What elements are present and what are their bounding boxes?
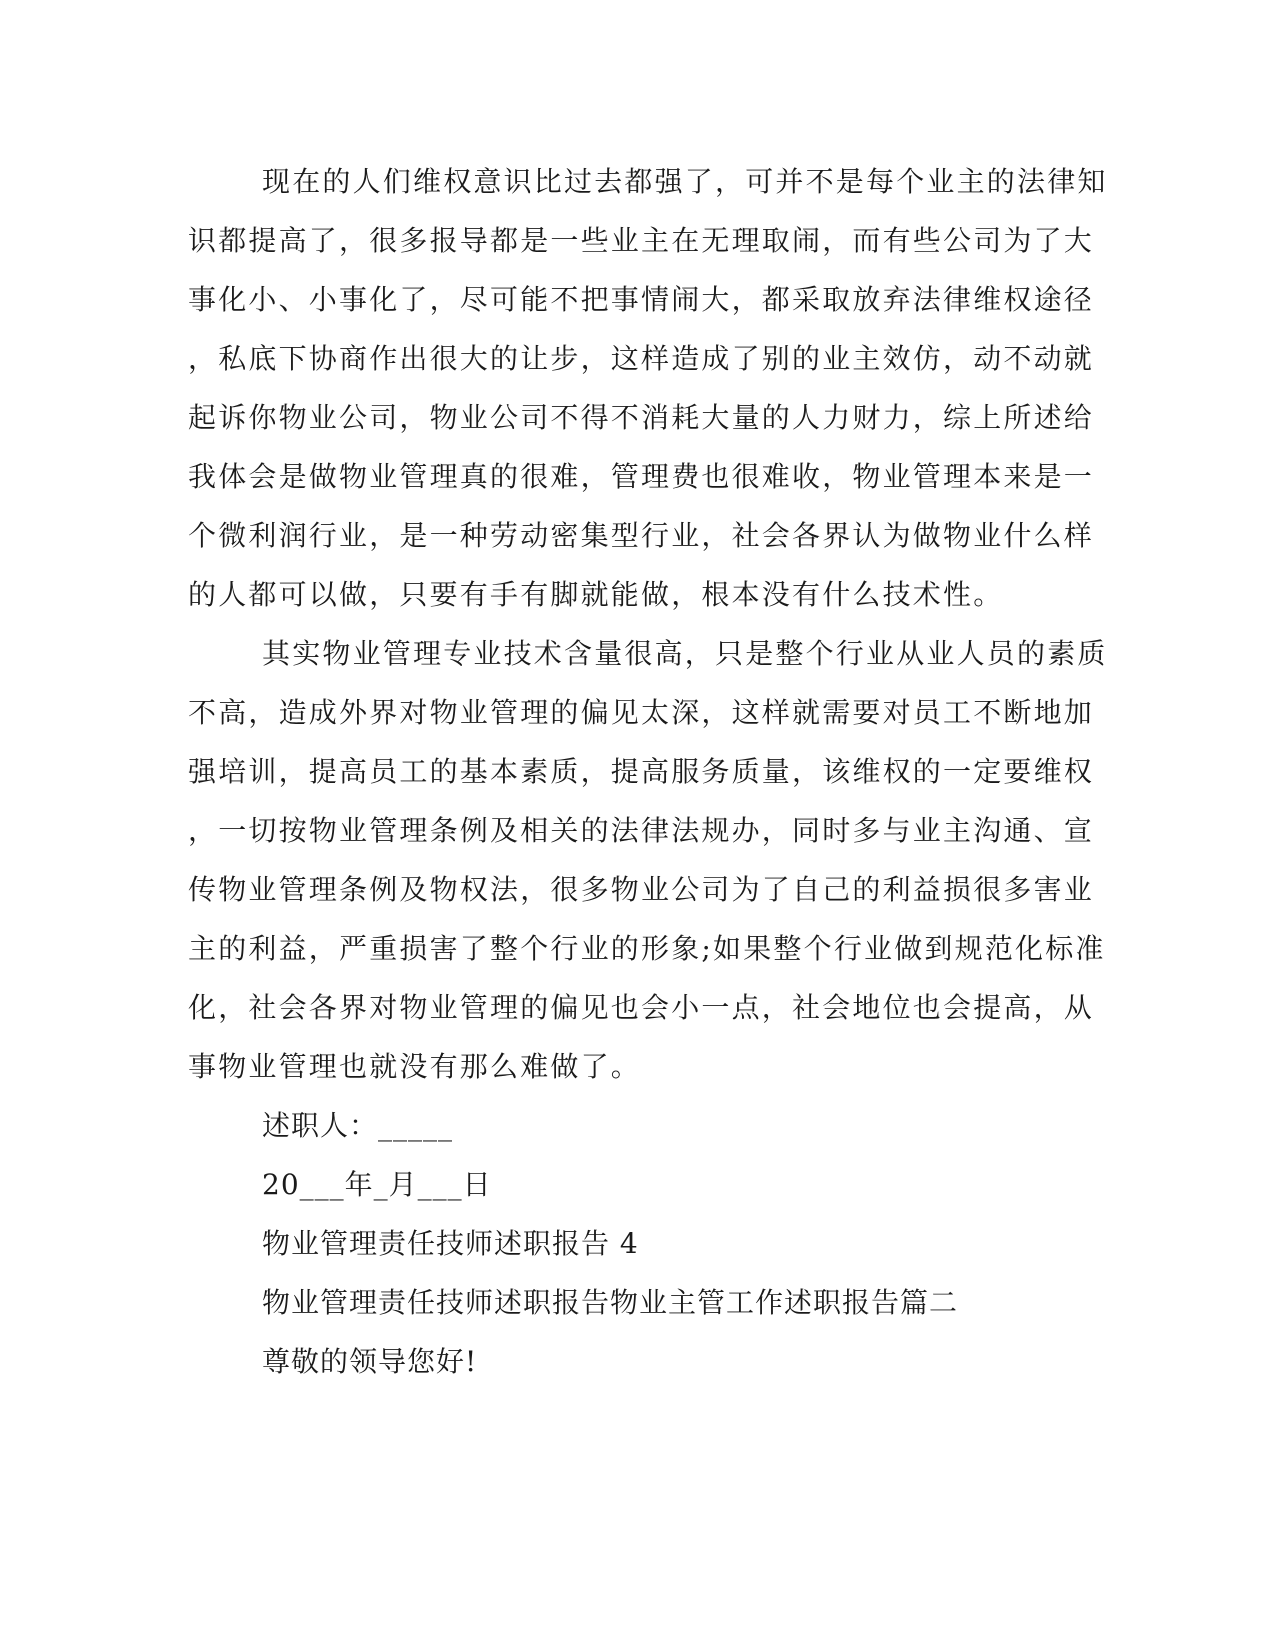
paragraph-2-line-1: 其实物业管理专业技术含量很高，只是整个行业从业人员的素质	[262, 637, 1108, 670]
report-date: 20___年_月___日	[262, 1168, 492, 1201]
paragraph-2-line-4: ，一切按物业管理条例及相关的法律法规办，同时多与业主沟通、宣	[188, 814, 1095, 847]
paragraph-2-line-8: 事物业管理也就没有那么难做了。	[188, 1050, 642, 1083]
section-heading-4: 物业管理责任技师述职报告 4	[262, 1227, 639, 1260]
paragraph-2-line-5: 传物业管理条例及物权法，很多物业公司为了自己的利益损很多害业	[188, 873, 1095, 906]
paragraph-1-line-3: 事化小、小事化了，尽可能不把事情闹大，都采取放弃法律维权途径	[188, 283, 1095, 316]
paragraph-1-line-2: 识都提高了，很多报导都是一些业主在无理取闹，而有些公司为了大	[188, 224, 1095, 257]
paragraph-1-line-6: 我体会是做物业管理真的很难，管理费也很难收，物业管理本来是一	[188, 460, 1095, 493]
reporter-signature: 述职人：_____	[262, 1109, 454, 1142]
paragraph-1-line-1: 现在的人们维权意识比过去都强了，可并不是每个业主的法律知	[262, 165, 1108, 198]
greeting: 尊敬的领导您好!	[262, 1345, 478, 1378]
paragraph-2-line-6: 主的利益，严重损害了整个行业的形象;如果整个行业做到规范化标准	[188, 932, 1106, 965]
paragraph-1-line-4: ，私底下协商作出很大的让步，这样造成了别的业主效仿，动不动就	[188, 342, 1095, 375]
paragraph-2-line-3: 强培训，提高员工的基本素质，提高服务质量，该维权的一定要维权	[188, 755, 1095, 788]
paragraph-1-line-7: 个微利润行业，是一种劳动密集型行业，社会各界认为做物业什么样	[188, 519, 1095, 552]
section-title: 物业管理责任技师述职报告物业主管工作述职报告篇二	[262, 1286, 959, 1319]
paragraph-2-line-7: 化，社会各界对物业管理的偏见也会小一点，社会地位也会提高，从	[188, 991, 1095, 1024]
paragraph-1-line-5: 起诉你物业公司，物业公司不得不消耗大量的人力财力，综上所述给	[188, 401, 1095, 434]
paragraph-2-line-2: 不高，造成外界对物业管理的偏见太深，这样就需要对员工不断地加	[188, 696, 1095, 729]
paragraph-1-line-8: 的人都可以做，只要有手有脚就能做，根本没有什么技术性。	[188, 578, 1004, 611]
